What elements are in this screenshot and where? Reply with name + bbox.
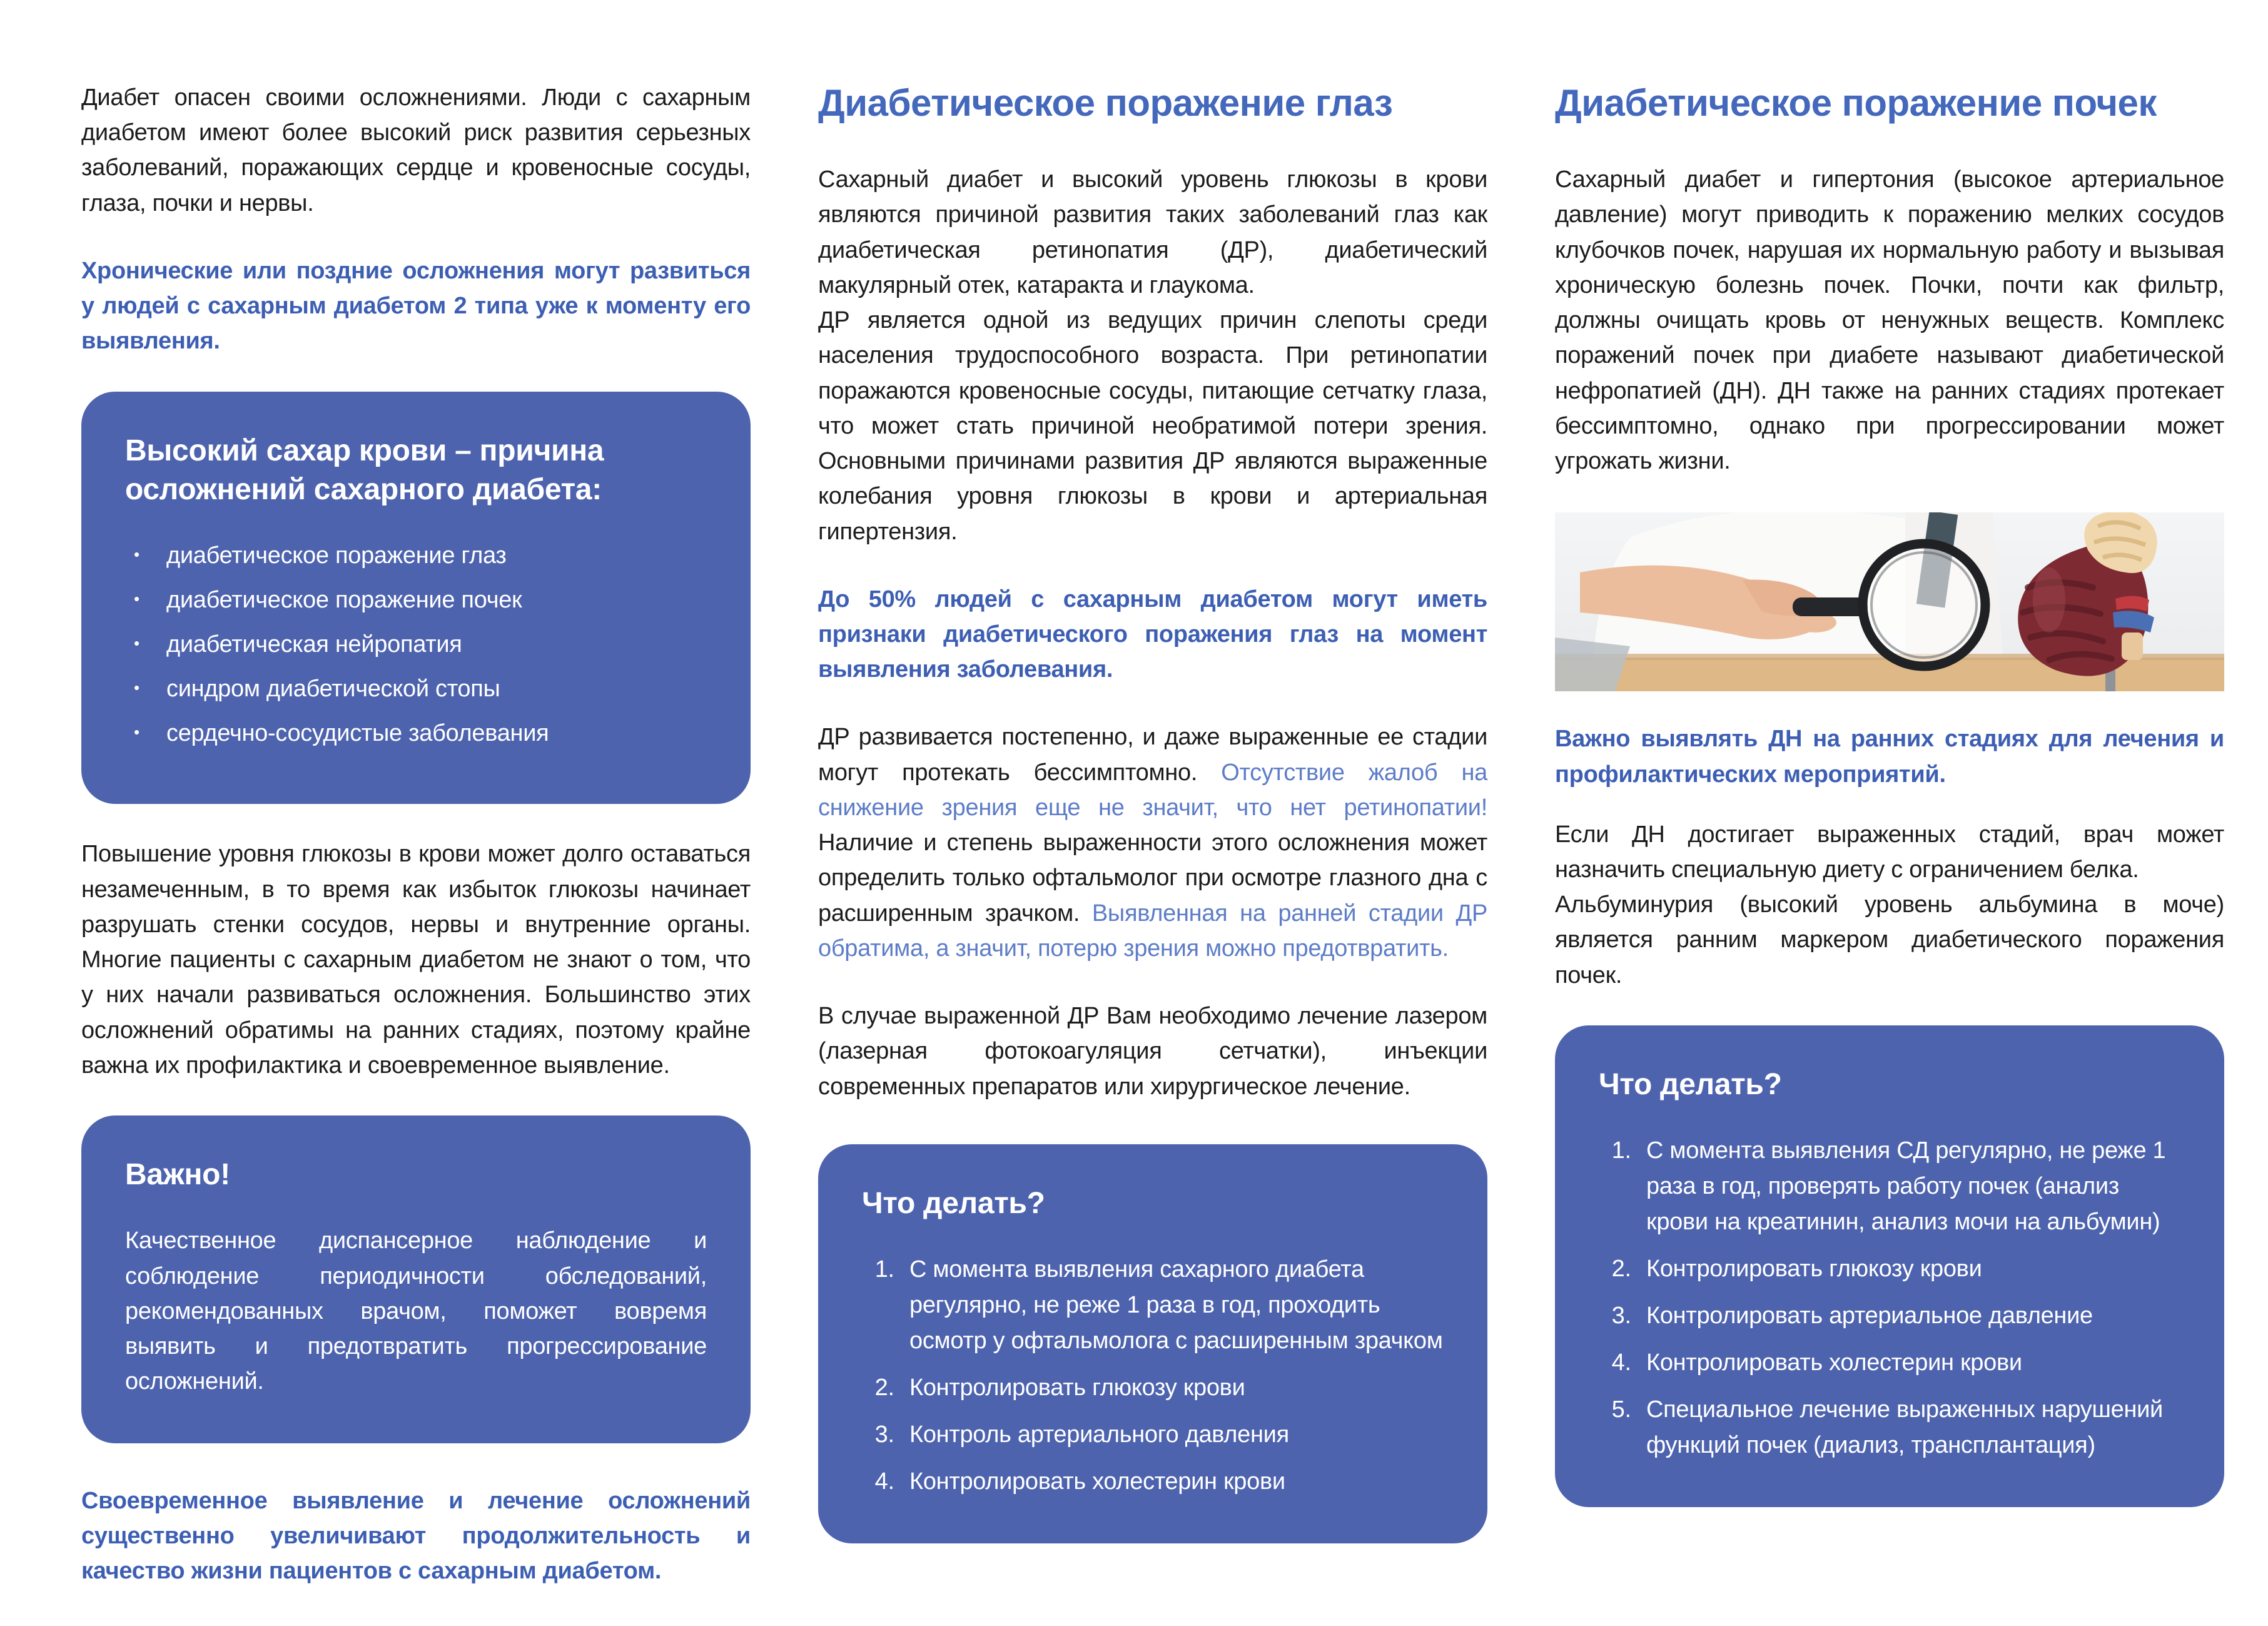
section-title-kidneys: Диабетическое поражение почек	[1555, 82, 2157, 124]
list-item: 3. Контроль артериального давления	[901, 1417, 1444, 1453]
kidneys-paragraph-2a: Если ДН достигает выраженных стадий, врач может назначить специальную диету с ограничением белка.	[1555, 821, 2224, 883]
list-item: • диабетическое поражение почек	[125, 582, 707, 618]
list-item: 4. Контролировать холестерин крови	[901, 1464, 1444, 1500]
eyes-mixed-paragraph	[818, 719, 1487, 966]
todo-box-eyes	[818, 1144, 1487, 1543]
body-paragraph: Повышение уровня глюкозы в крови может долго оставаться незамеченным, в то время как избыток глюкозы начинает разрушать стенки сосудов, нервы и внутренние органы. Многие пациенты с сахарным диабетом не знают о том, что у них начали развиваться осложнения. Большинство этих осложнений обратимы на ранних стадиях, поэтому крайне важна их профилактика и своевременное выявление.	[81, 841, 751, 1079]
eyes-lead-blue: До 50% людей с сахарным диабетом могут иметь признаки диабетического поражения глаз на момент выявления заболевания.	[818, 586, 1487, 683]
text-segment: Отсутствие жалоб на снижение зрения еще не значит, что нет ретинопатии!	[818, 759, 1487, 821]
todo-list-kidneys	[1599, 1133, 2180, 1463]
list-item: 5. Специальное лечение выраженных нарушений функций почек (диализ, трансплантация)	[1638, 1392, 2180, 1463]
complications-list	[125, 538, 707, 751]
important-box-text: Качественное диспансерное наблюдение и соблюдение периодичности обследований, рекомендованных врачом, поможет вовремя выявить и предотвратить прогрессирование осложнений.	[125, 1227, 707, 1395]
list-item: 2. Контролировать глюкозу крови	[1638, 1251, 2180, 1287]
kidneys-paragraph-2b: Альбуминурия (высокий уровень альбумина в моче) является ранним маркером диабетического поражения почек.	[1555, 892, 2224, 988]
eyes-paragraph-3: В случае выраженной ДР Вам необходимо лечение лазером (лазерная фотокоагуляция сетчатки), инъекции современных препаратов или хирургическое лечение.	[818, 1003, 1487, 1100]
text-segment: Наличие и степень выраженности этого осложнения может определить только офтальмолог при осмотре глазного дна с расширенным зрачком.	[818, 830, 1487, 927]
kidneys-paragraph-1: Сахарный диабет и гипертония (высокое артериальное давление) могут приводить к поражению мелких сосудов клубочков почек, нарушая их нормальную работу и вызывая хроническую болезнь почек. Почки, почти как фильтр, должны очищать кровь от ненужных веществ. Комплекс поражений почек при диабете называют диабетической нефропатией (ДН). ДН также на ранних стадиях протекает бессимптомно, однако при прогрессировании может угрожать жизни.	[1555, 166, 2224, 475]
lead-blue-paragraph: Хронические или поздние осложнения могут развиться у людей с сахарным диабетом 2 типа уже к моменту его выявления.	[81, 257, 751, 355]
eyes-paragraph-1: Сахарный диабет и высокий уровень глюкозы в крови являются причиной развития таких заболеваний глаз как диабетическая ретинопатия (ДР), диабетический макулярный отек, катаракта и глаукома.	[818, 166, 1487, 298]
list-item: • сердечно-сосудистые заболевания	[125, 716, 707, 751]
list-item: 2. Контролировать глюкозу крови	[901, 1370, 1444, 1406]
important-box	[81, 1115, 751, 1443]
highlight-box-title: Высокий сахар крови – причина осложнений сахарного диабета:	[125, 434, 604, 507]
section-title-eyes: Диабетическое поражение глаз	[818, 82, 1393, 124]
column-kidneys	[1555, 80, 2224, 1588]
list-item: • диабетическое поражение глаз	[125, 538, 707, 574]
todo-list-eyes	[862, 1252, 1444, 1500]
highlight-box	[81, 392, 751, 805]
intro-paragraph: Диабет опасен своими осложнениями. Люди с сахарным диабетом имеют более высокий риск развития серьезных заболеваний, поражающих сердце и кровеносные сосуды, глаза, почки и нервы.	[81, 84, 751, 216]
footer-blue-paragraph: Своевременное выявление и лечение осложнений существенно увеличивают продолжительность и качество жизни пациентов с сахарным диабетом.	[81, 1487, 751, 1585]
todo-box-eyes-title: Что делать?	[862, 1186, 1045, 1220]
kidneys-caption-blue: Важно выявлять ДН на ранних стадиях для лечения и профилактических мероприятий.	[1555, 726, 2224, 788]
list-item: 1. С момента выявления СД регулярно, не реже 1 раза в год, проверять работу почек (анализ крови на креатинин, анализ мочи на альбумин)	[1638, 1133, 2180, 1240]
todo-box-kidneys-title: Что делать?	[1599, 1067, 1782, 1101]
kidney-photo	[1555, 512, 2224, 691]
list-item: • диабетическая нейропатия	[125, 627, 707, 663]
list-item: 3. Контролировать артериальное давление	[1638, 1298, 2180, 1334]
text-segment: Выявленная на ранней стадии ДР обратима, а значит, потерю зрения можно предотвратить.	[818, 900, 1487, 962]
text-segment: ДР развивается постепенно, и даже выраженные ее стадии могут протекать бессимптомно.	[818, 724, 1487, 786]
list-item: 1. С момента выявления сахарного диабета регулярно, не реже 1 раза в год, проходить осмотр у офтальмолога с расширенным зрачком	[901, 1252, 1444, 1359]
column-left	[81, 80, 751, 1588]
list-item: • синдром диабетической стопы	[125, 671, 707, 707]
column-eyes	[818, 80, 1487, 1588]
eyes-paragraph-2: ДР является одной из ведущих причин слепоты среди населения трудоспособного возраста. При ретинопатии поражаются кровеносные сосуды, питающие сетчатку глаза, что может стать причиной необратимой потери зрения. Основными причинами развития ДР являются выраженные колебания уровня глюкозы в крови и артериальная гипертензия.	[818, 307, 1487, 545]
todo-box-kidneys	[1555, 1025, 2224, 1507]
list-item: 4. Контролировать холестерин крови	[1638, 1345, 2180, 1381]
important-box-title: Важно!	[125, 1158, 230, 1192]
